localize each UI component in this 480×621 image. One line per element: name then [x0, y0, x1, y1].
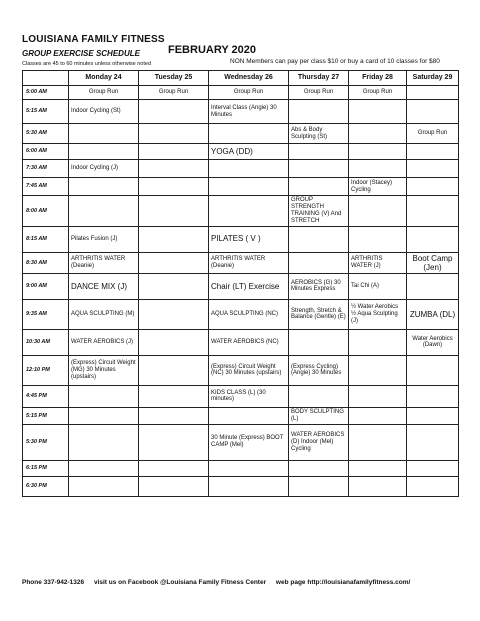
class-cell-wed: Interval Class (Angie) 30 Minutes: [209, 100, 289, 124]
class-cell-mon: [69, 196, 139, 227]
class-cell-sat: [407, 160, 459, 178]
class-cell-sat: Water Aerobics (Dawn): [407, 329, 459, 355]
time-slot: 5:15 PM: [23, 407, 69, 424]
class-cell-tue: [139, 124, 209, 144]
time-slot: 8:00 AM: [23, 196, 69, 227]
website-link[interactable]: web page http://louisianafamilyfitness.com/: [275, 579, 411, 586]
class-cell-wed: [209, 160, 289, 178]
class-cell-wed: 30 Minute (Express) BOOT CAMP (Mel): [209, 424, 289, 460]
class-cell-mon: ARTHRITIS WATER (Deanie): [69, 252, 139, 273]
class-cell-sat: ZUMBA (DL): [407, 299, 459, 329]
class-cell-fri: [349, 424, 407, 460]
class-cell-wed: Chair (LT) Exercise: [209, 273, 289, 299]
class-cell-tue: [139, 460, 209, 476]
class-cell-sat: [407, 355, 459, 385]
class-cell-wed: [209, 407, 289, 424]
time-slot: 6:00 AM: [23, 144, 69, 160]
class-cell-sat: [407, 424, 459, 460]
class-cell-tue: [139, 160, 209, 178]
class-cell-fri: [349, 476, 407, 496]
class-cell-tue: [139, 385, 209, 407]
class-cell-fri: [349, 385, 407, 407]
schedule-row: [23, 252, 459, 273]
schedule-row: [23, 329, 459, 355]
class-cell-thu: [289, 226, 349, 252]
class-cell-sat: [407, 144, 459, 160]
class-cell-wed: YOGA (DD): [209, 144, 289, 160]
class-cell-wed: PILATES ( V ): [209, 226, 289, 252]
facebook-link[interactable]: visit us on Facebook @Louisiana Family Fitness Center: [93, 579, 267, 586]
non-member-pricing-note: NON Members can pay per class $10 or buy a card of 10 classes for $80: [230, 58, 440, 65]
time-slot: 8:30 AM: [23, 252, 69, 273]
class-cell-thu: WATER AEROBICS (D) Indoor (Mel) Cycling: [289, 424, 349, 460]
class-cell-fri: [349, 407, 407, 424]
class-cell-mon: Indoor Cycling (St): [69, 100, 139, 124]
phone-number: Phone 337-942-1326: [22, 579, 85, 586]
class-cell-mon: (Express) Circuit Weight (MG) 30 Minutes (upstairs): [69, 355, 139, 385]
month-label: FEBRUARY 2020: [168, 44, 257, 56]
class-cell-thu: [289, 385, 349, 407]
schedule-row: [23, 144, 459, 160]
class-cell-mon: [69, 407, 139, 424]
time-slot: 8:15 AM: [23, 226, 69, 252]
time-slot: 4:45 PM: [23, 385, 69, 407]
class-cell-mon: [69, 124, 139, 144]
class-cell-tue: [139, 355, 209, 385]
schedule-row: [23, 178, 459, 196]
class-cell-tue: Group Run: [139, 86, 209, 100]
class-cell-wed: ARTHRITIS WATER (Deanie): [209, 252, 289, 273]
class-cell-fri: [349, 124, 407, 144]
class-cell-thu: Abs & Body Sculpting (St): [289, 124, 349, 144]
class-cell-mon: [69, 385, 139, 407]
class-cell-mon: WATER AEROBICS (J): [69, 329, 139, 355]
class-cell-fri: Indoor (Stacey) Cycling: [349, 178, 407, 196]
schedule-row: [23, 407, 459, 424]
schedule-row: [23, 86, 459, 100]
class-cell-mon: DANCE MIX (J): [69, 273, 139, 299]
class-cell-thu: [289, 460, 349, 476]
day-header-row: [23, 71, 459, 86]
class-cell-tue: [139, 273, 209, 299]
class-cell-fri: [349, 160, 407, 178]
class-cell-tue: [139, 100, 209, 124]
class-cell-sat: [407, 460, 459, 476]
class-cell-sat: [407, 100, 459, 124]
class-cell-sat: [407, 226, 459, 252]
time-slot: 12:10 PM: [23, 355, 69, 385]
class-cell-sat: [407, 407, 459, 424]
class-cell-fri: ARTHRITIS WATER (J): [349, 252, 407, 273]
class-cell-thu: BODY SCULPTING (L): [289, 407, 349, 424]
page-title: LOUISIANA FAMILY FITNESS: [22, 34, 165, 45]
schedule-subtitle: GROUP EXERCISE SCHEDULE: [22, 49, 140, 58]
time-slot: 7:30 AM: [23, 160, 69, 178]
time-header: [23, 71, 69, 86]
schedule-table: [22, 70, 459, 497]
time-slot: 6:30 PM: [23, 476, 69, 496]
class-cell-fri: [349, 100, 407, 124]
schedule-row: [23, 476, 459, 496]
class-cell-wed: [209, 476, 289, 496]
schedule-row: [23, 273, 459, 299]
class-length-note: Classes are 45 to 60 minutes unless otherwise noted: [22, 61, 152, 67]
class-cell-mon: [69, 178, 139, 196]
class-cell-wed: WATER AEROBICS (NC): [209, 329, 289, 355]
class-cell-sat: [407, 385, 459, 407]
class-cell-mon: Pilates Fusion (J): [69, 226, 139, 252]
class-cell-tue: [139, 299, 209, 329]
time-slot: 5:00 AM: [23, 86, 69, 100]
class-cell-mon: AQUA SCULPTING (M): [69, 299, 139, 329]
class-cell-wed: (Express) Circuit Weight (NC) 30 Minutes (upstairs): [209, 355, 289, 385]
time-slot: 5:30 PM: [23, 424, 69, 460]
class-cell-mon: Group Run: [69, 86, 139, 100]
class-cell-wed: [209, 124, 289, 144]
class-cell-thu: [289, 329, 349, 355]
schedule-row: [23, 299, 459, 329]
time-slot: 5:15 AM: [23, 100, 69, 124]
schedule-row: [23, 196, 459, 227]
class-cell-sat: Group Run: [407, 124, 459, 144]
class-cell-thu: AEROBICS (G) 30 Minutes Express: [289, 273, 349, 299]
class-cell-wed: KIDS CLASS (L) (30 minutes): [209, 385, 289, 407]
class-cell-fri: ½ Water Aerobics ½ Aqua Sculpting (J): [349, 299, 407, 329]
class-cell-fri: [349, 226, 407, 252]
schedule-row: [23, 226, 459, 252]
class-cell-sat: [407, 273, 459, 299]
class-cell-sat: [407, 178, 459, 196]
class-cell-mon: Indoor Cycling (J): [69, 160, 139, 178]
class-cell-tue: [139, 329, 209, 355]
class-cell-thu: [289, 178, 349, 196]
class-cell-mon: [69, 476, 139, 496]
class-cell-tue: [139, 424, 209, 460]
class-cell-thu: Strength, Stretch & Balance (Gentle) (E): [289, 299, 349, 329]
class-cell-thu: [289, 252, 349, 273]
class-cell-tue: [139, 196, 209, 227]
class-cell-sat: Boot Camp (Jen): [407, 252, 459, 273]
time-slot: 10:30 AM: [23, 329, 69, 355]
time-slot: 6:15 PM: [23, 460, 69, 476]
class-cell-sat: [407, 196, 459, 227]
day-header: Saturday 29: [407, 71, 459, 86]
time-slot: 5:30 AM: [23, 124, 69, 144]
time-slot: 9:35 AM: [23, 299, 69, 329]
time-slot: 9:00 AM: [23, 273, 69, 299]
footer: [22, 579, 418, 586]
class-cell-thu: [289, 476, 349, 496]
time-slot: 7:45 AM: [23, 178, 69, 196]
class-cell-tue: [139, 178, 209, 196]
class-cell-tue: [139, 407, 209, 424]
schedule-row: [23, 424, 459, 460]
day-header: Tuesday 25: [139, 71, 209, 86]
class-cell-wed: Group Run: [209, 86, 289, 100]
class-cell-wed: [209, 196, 289, 227]
class-cell-sat: [407, 476, 459, 496]
class-cell-tue: [139, 252, 209, 273]
day-header: Wednesday 26: [209, 71, 289, 86]
class-cell-mon: [69, 460, 139, 476]
schedule-row: [23, 124, 459, 144]
schedule-row: [23, 460, 459, 476]
day-header: Thursday 27: [289, 71, 349, 86]
class-cell-fri: Group Run: [349, 86, 407, 100]
class-cell-fri: [349, 144, 407, 160]
schedule-row: [23, 385, 459, 407]
class-cell-thu: [289, 144, 349, 160]
day-header: Friday 28: [349, 71, 407, 86]
class-cell-sat: [407, 86, 459, 100]
class-cell-fri: [349, 329, 407, 355]
class-cell-wed: [209, 178, 289, 196]
class-cell-thu: GROUP STRENGTH TRAINING (V) And STRETCH: [289, 196, 349, 227]
day-header: Monday 24: [69, 71, 139, 86]
class-cell-wed: [209, 460, 289, 476]
class-cell-fri: [349, 196, 407, 227]
class-cell-thu: Group Run: [289, 86, 349, 100]
class-cell-thu: [289, 100, 349, 124]
class-cell-fri: [349, 355, 407, 385]
class-cell-fri: Tai Chi (A): [349, 273, 407, 299]
class-cell-mon: [69, 144, 139, 160]
class-cell-thu: (Express Cycling) (Angie) 30 Minutes: [289, 355, 349, 385]
class-cell-tue: [139, 144, 209, 160]
class-cell-tue: [139, 226, 209, 252]
schedule-row: [23, 355, 459, 385]
schedule-row: [23, 160, 459, 178]
class-cell-tue: [139, 476, 209, 496]
schedule-row: [23, 100, 459, 124]
class-cell-mon: [69, 424, 139, 460]
class-cell-wed: AQUA SCULPTING (NC): [209, 299, 289, 329]
class-cell-thu: [289, 160, 349, 178]
class-cell-fri: [349, 460, 407, 476]
